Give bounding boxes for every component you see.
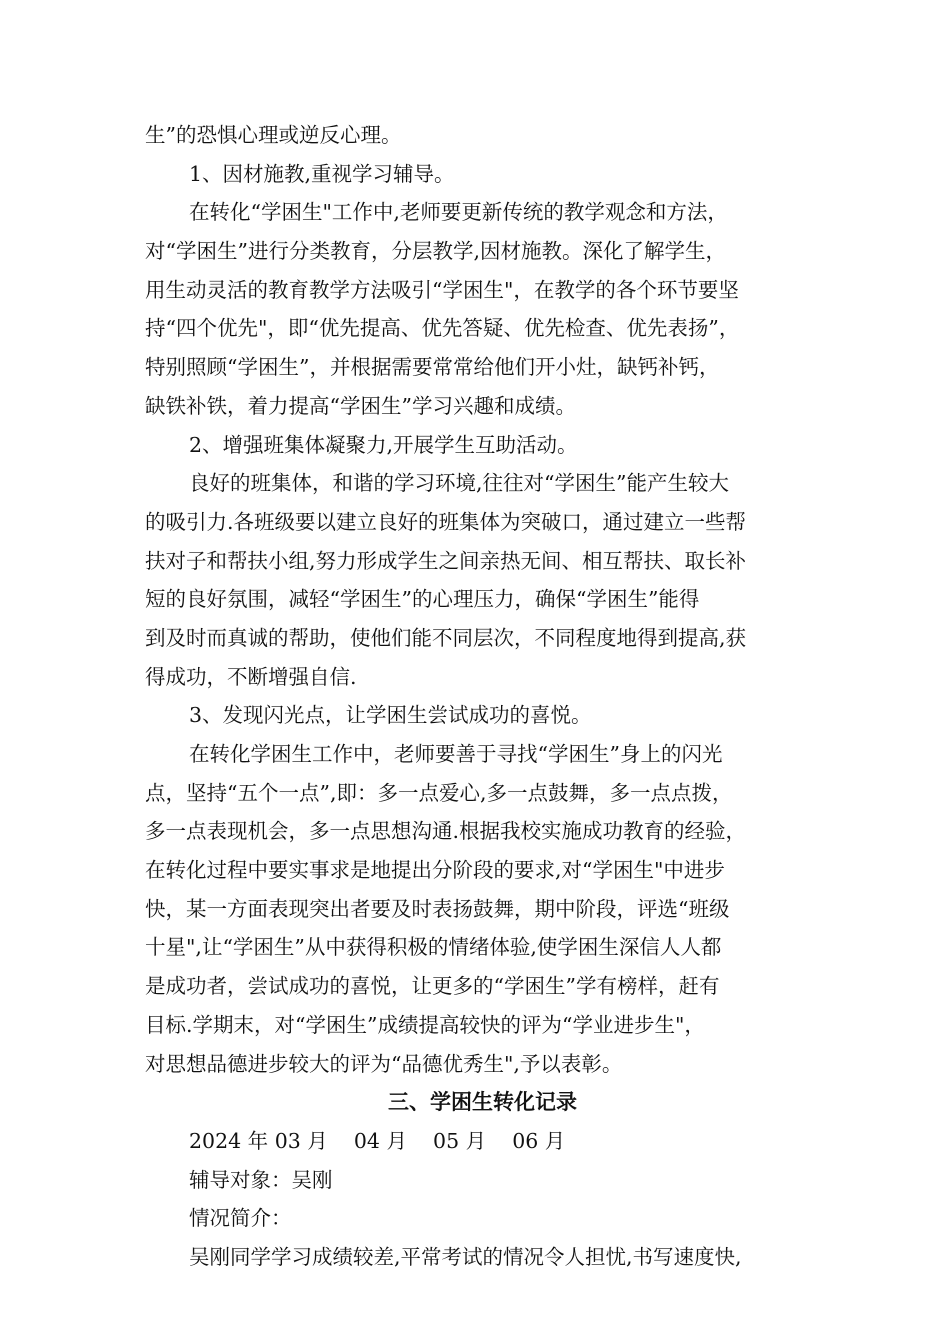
text-line: 扶对子和帮扶小组,努力形成学生之间亲热无间、相互帮扶、取长补: [145, 548, 747, 573]
text-line: 快，某一方面表现突出者要及时表扬鼓舞，期中阶段，评选“班级: [145, 896, 730, 921]
text-line: 缺铁补铁，着力提高“学困生”学习兴趣和成绩。: [145, 393, 576, 418]
text-line: 生”的恐惧心理或逆反心理。: [145, 123, 402, 147]
section-heading: 三、学困生转化记录: [388, 1090, 577, 1115]
text-line: 是成功者，尝试成功的喜悦，让更多的“学困生”学有榜样，赶有: [145, 974, 720, 999]
text-line: 多一点表现机会，多一点思想沟通.根据我校实施成功教育的经验，: [145, 819, 747, 844]
section-title: 3、发现闪光点，让学困生尝试成功的喜悦。: [189, 703, 592, 728]
record-target: 辅导对象：吴刚: [189, 1167, 333, 1192]
text-line: 在转化学困生工作中，老师要善于寻找“学困生”身上的闪光: [189, 742, 723, 766]
text-line: 点，坚持“五个一点”,即：多一点爱心,多一点鼓舞，多一点点拨，: [145, 780, 733, 805]
text-line: 用生动灵活的教育教学方法吸引“学困生"，在教学的各个环节要坚: [145, 277, 739, 302]
text-line: 得成功，不断增强自信.: [145, 664, 357, 689]
record-date: 2024 年 03 月 04 月 05 月 06 月: [189, 1128, 566, 1153]
text-line: 的吸引力.各班级要以建立良好的班集体为突破口，通过建立一些帮: [145, 509, 747, 534]
text-line: 目标.学期末，对“学困生”成绩提高较快的评为“学业进步生"，: [145, 1012, 705, 1037]
section-title: 1、因材施教,重视学习辅导。: [189, 161, 455, 186]
text-line: 十星",让“学困生”从中获得积极的情绪体验,使学困生深信人人都: [145, 935, 722, 960]
section-title: 2、增强班集体凝聚力,开展学生互助活动。: [189, 432, 578, 457]
document-page: [145, 116, 820, 1277]
text-line: 持“四个优先"，即“优先提高、优先答疑、优先检查、优先表扬”，: [145, 316, 740, 341]
record-intro-label: 情况简介：: [189, 1206, 292, 1231]
text-line: 良好的班集体，和谐的学习环境,往往对“学困生”能产生较大: [189, 471, 729, 496]
text-line: 在转化过程中要实事求是地提出分阶段的要求,对“学困生"中进步: [145, 858, 725, 883]
record-intro-text: 吴刚同学学习成绩较差,平常考试的情况令人担忧,书写速度快,: [189, 1244, 742, 1269]
text-line: 到及时而真诚的帮助，使他们能不同层次，不同程度地得到提高,获: [145, 625, 747, 650]
text-line: 对“学困生”进行分类教育，分层教学,因材施教。深化了解学生，: [145, 239, 726, 264]
text-line: 特别照顾“学困生”，并根据需要常常给他们开小灶，缺钙补钙，: [145, 355, 720, 380]
text-line: 在转化“学困生"工作中,老师要更新传统的教学观念和方法，: [189, 200, 728, 225]
text-line: 对思想品德进步较大的评为“品德优秀生",予以表彰。: [145, 1051, 623, 1076]
text-line: 短的良好氛围，减轻“学困生”的心理压力，确保“学困生”能得: [145, 587, 700, 612]
